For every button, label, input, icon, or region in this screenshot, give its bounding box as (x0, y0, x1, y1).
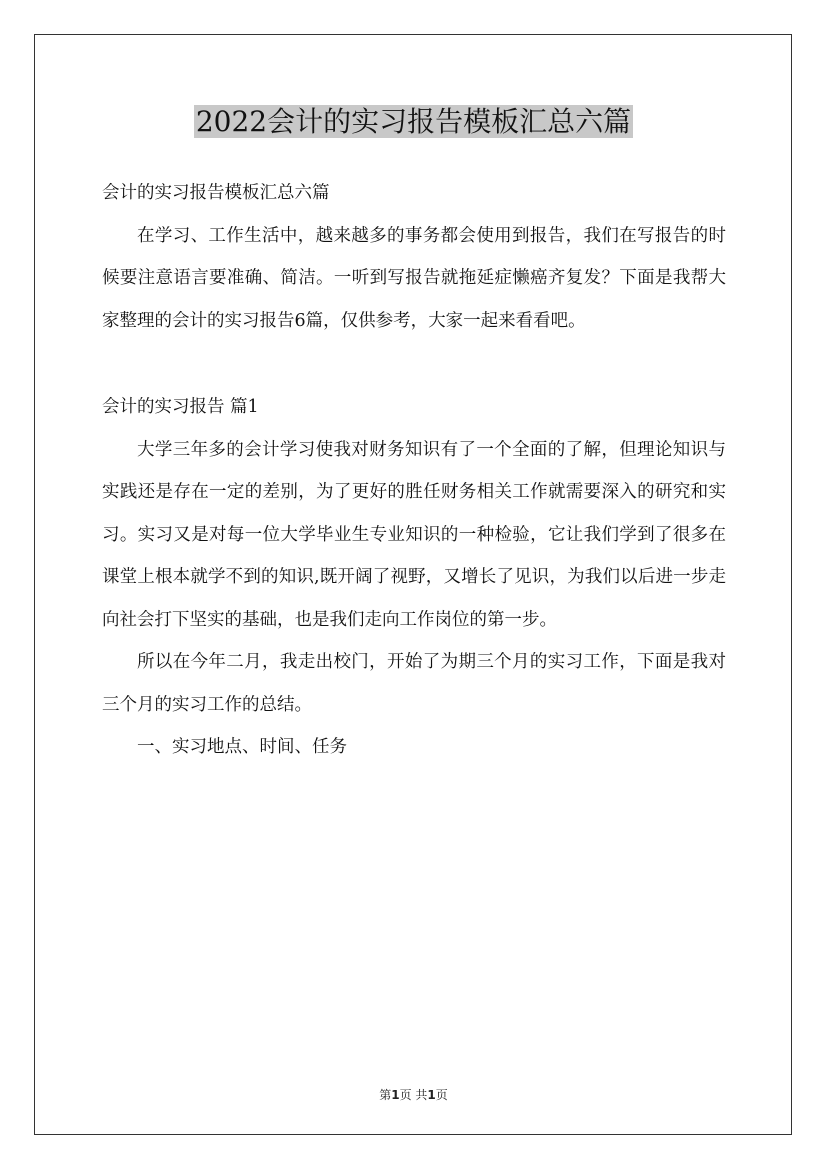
footer-page-current: 1 (391, 1088, 400, 1102)
document-title-text: 2022会计的实习报告模板汇总六篇 (195, 105, 632, 138)
footer-page-prefix: 第 (379, 1088, 392, 1102)
section-spacer (102, 342, 726, 386)
section-heading: 会计的实习报告 篇1 (102, 397, 259, 417)
footer-page-total: 1 (427, 1088, 436, 1102)
body-paragraph: 所以在今年二月，我走出校门，开始了为期三个月的实习工作，下面是我对三个月的实习工作的总结。 (102, 652, 726, 715)
body-paragraph: 大学三年多的会计学习使我对财务知识有了一个全面的了解，但理论知识与实践还是存在一定的差别，为了更好的胜任财务相关工作就需要深入的研究和实习。实习又是对每一位大学毕业生专业知识的一种检验，它让我们学到了很多在课堂上根本就学不到的知识,既开阔了视野，又增长了见识，为我们以后进一步走向社会打下坚实的基础，也是我们走向工作岗位的第一步。 (102, 439, 726, 630)
page-footer (0, 1086, 827, 1103)
footer-page-suffix: 页 (435, 1088, 448, 1102)
document-title (0, 100, 827, 144)
document-body (102, 172, 726, 769)
list-item-heading: 一、实习地点、时间、任务 (137, 737, 347, 757)
intro-paragraph: 在学习、工作生活中，越来越多的事务都会使用到报告，我们在写报告的时候要注意语言要准确、简洁。一听到写报告就拖延症懒癌齐复发？下面是我帮大家整理的会计的实习报告6篇，仅供参考，大家一起来看看吧。 (102, 225, 726, 331)
document-subtitle: 会计的实习报告模板汇总六篇 (102, 183, 330, 203)
footer-page-middle: 页 共 (399, 1088, 428, 1102)
